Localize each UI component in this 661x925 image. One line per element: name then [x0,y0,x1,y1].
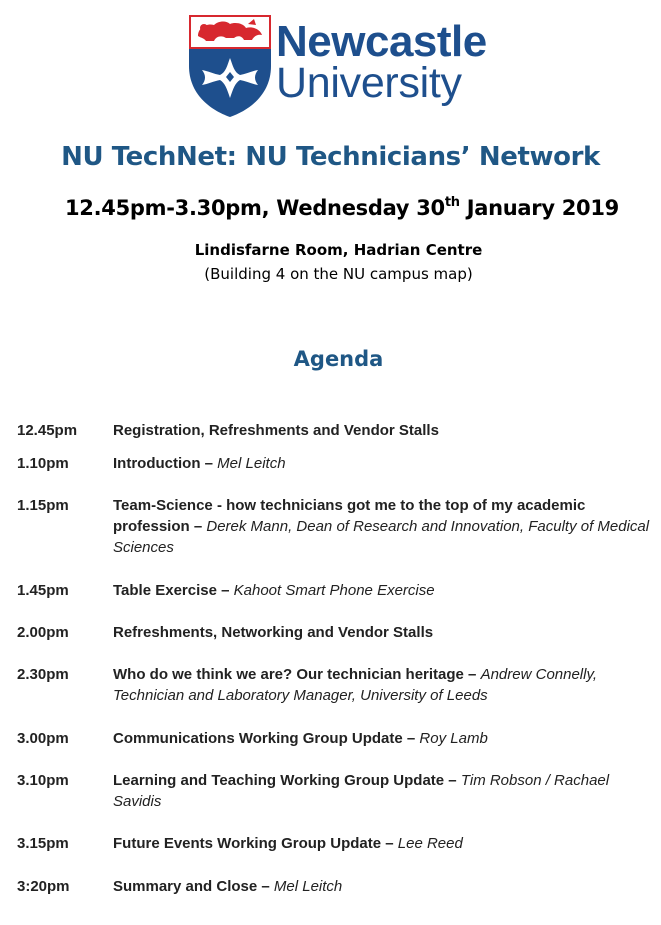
agenda-item-time: 3.10pm [17,772,69,789]
agenda-item-time: 1.45pm [17,582,69,599]
agenda-item-time: 2.00pm [17,624,69,641]
agenda-item-separator: – [216,582,234,599]
agenda-item-separator: – [444,772,461,789]
datetime-month-year: January 2019 [459,196,619,220]
agenda-item-separator: – [257,878,274,895]
agenda-item-title: Introduction [113,455,201,472]
agenda-item-speaker: Mel Leitch [273,878,343,895]
agenda-item-title: Refreshments, Networking and Vendor Stalls [113,624,434,641]
datetime-main: 12.45pm-3.30pm, Wednesday 30 [65,196,445,220]
agenda-item-title: Registration, Refreshments and Vendor Stalls [113,422,439,439]
agenda-item-time: 2.30pm [17,666,69,683]
datetime-ordinal: th [444,195,460,210]
agenda-item-description [113,876,653,897]
agenda-item-speaker: Derek Mann, Dean of Research and Innovation, Faculty of Medical Sciences [113,518,650,556]
agenda-item-speaker: Roy Lamb [419,730,488,747]
agenda-item-speaker: Tim Robson / Rachael Savidis [113,772,610,810]
agenda-item-title: Summary and Close [113,878,258,895]
agenda-item-description [113,622,653,643]
agenda-item-description [113,495,653,558]
agenda-item-time: 3.15pm [17,835,69,852]
agenda-item-speaker: Lee Reed [397,835,463,852]
university-shield-icon [188,14,272,118]
agenda-item-separator: – [381,835,398,852]
agenda-item-time: 3.00pm [17,730,69,747]
agenda-item-speaker: Andrew Connelly, Technician and Laboratory Manager, University of Leeds [113,666,598,704]
event-title: NU TechNet: NU Technicians’ Network [61,142,600,172]
agenda-item-separator: – [200,455,218,472]
agenda-item-description [113,770,653,812]
agenda-heading: Agenda [293,347,384,371]
logo-wordmark-newcastle: Newcastle [276,17,487,66]
agenda-item-time: 12.45pm [17,422,78,439]
agenda-item-description [113,728,653,749]
agenda-item-title: Learning and Teaching Working Group Update [113,772,445,789]
agenda-item-time: 1.15pm [17,497,69,514]
university-logo [188,14,493,118]
agenda-item-time: 1.10pm [17,455,69,472]
agenda-item-separator: – [189,518,207,535]
event-datetime [0,196,661,220]
agenda-item-title: Communications Working Group Update [113,730,403,747]
agenda-item-separator: – [463,666,481,683]
agenda-item-title: Team-Science - how technicians got me to the top of my academic profession [113,497,586,535]
event-venue: Lindisfarne Room, Hadrian Centre [194,241,483,259]
agenda-item-time: 3:20pm [17,878,70,895]
agenda-item-description [113,453,653,474]
agenda-item-title: Who do we think we are? Our technician heritage [113,666,464,683]
venue-note: (Building 4 on the NU campus map) [204,265,473,283]
agenda-item-title: Table Exercise [113,582,217,599]
agenda-item-description [113,664,653,706]
agenda-item-description [113,580,653,601]
logo-wordmark-university: University [276,59,462,107]
agenda-item-title: Future Events Working Group Update [113,835,382,852]
agenda-item-separator: – [402,730,420,747]
agenda-item-description [113,833,653,854]
agenda-item-description [113,420,653,441]
agenda-item-speaker: Mel Leitch [217,455,286,472]
agenda-item-speaker: Kahoot Smart Phone Exercise [233,582,435,599]
